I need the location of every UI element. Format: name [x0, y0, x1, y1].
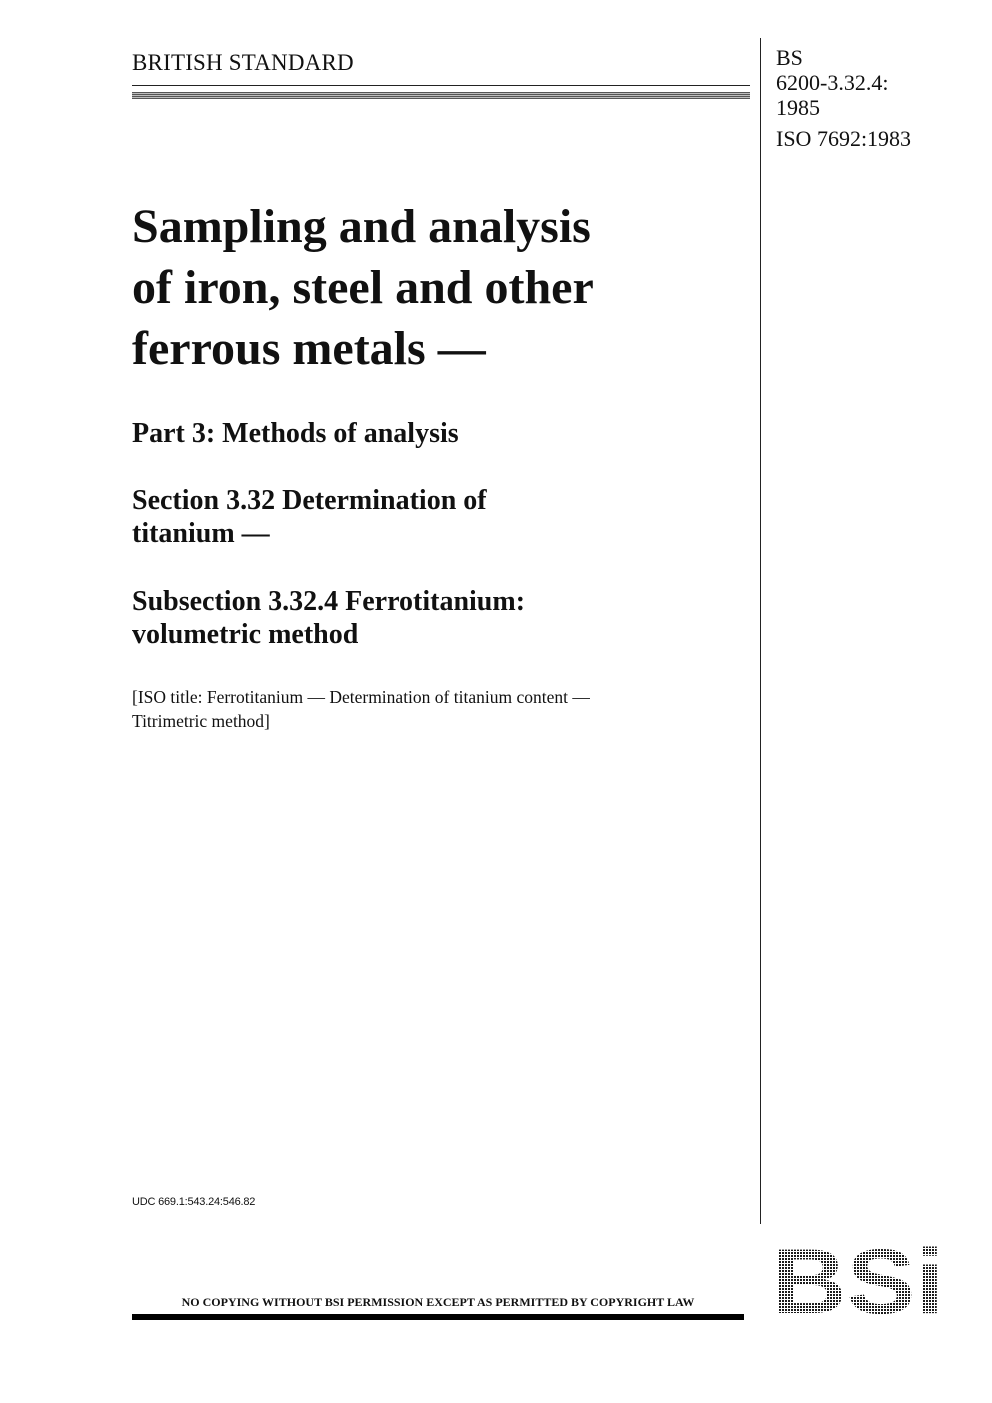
- vertical-divider: [760, 38, 761, 1224]
- footer-rule: [132, 1314, 744, 1320]
- copyright-notice: NO COPYING WITHOUT BSI PERMISSION EXCEPT AS PERMITTED BY COPYRIGHT LAW: [181, 1295, 695, 1309]
- header-rule-thick: [132, 92, 750, 99]
- udc-code: UDC 669.1:543.24:546.82: [132, 1196, 256, 1208]
- iso-title-note: [ISO title: Ferrotitanium — Determination of titanium content — Titrimetric method]: [132, 687, 590, 731]
- bsi-logo-icon: [770, 1243, 946, 1317]
- bs-standard-number: BS 6200-3.32.4: 1985: [776, 45, 889, 120]
- standard-type-label: BRITISH STANDARD: [132, 50, 354, 75]
- header-rule-thin: [132, 85, 750, 86]
- section-heading: Section 3.32 Determination of titanium —: [132, 485, 487, 549]
- iso-standard-number: ISO 7692:1983: [776, 126, 912, 151]
- part-heading: Part 3: Methods of analysis: [132, 418, 459, 449]
- subsection-heading: Subsection 3.32.4 Ferrotitanium: volumetric method: [132, 586, 526, 650]
- document-title: Sampling and analysis of iron, steel and other ferrous metals —: [132, 200, 594, 375]
